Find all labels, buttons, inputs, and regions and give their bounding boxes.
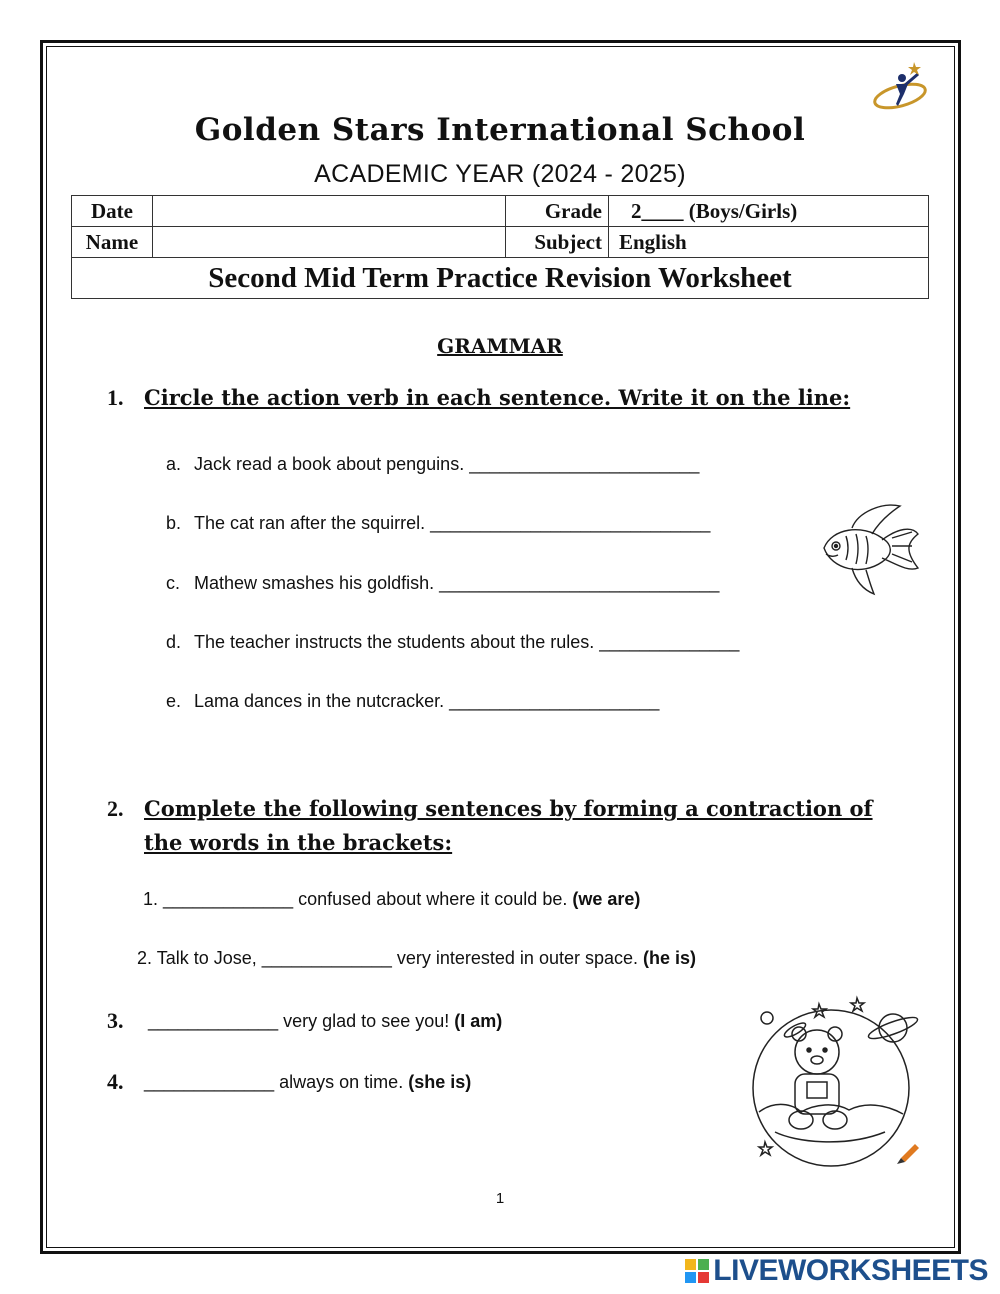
list-item [166,691,659,712]
question-1-number: 1. [107,385,124,410]
question-2-instruction-line1: Complete the following sentences by forming a contraction of [144,796,873,821]
worksheet-title: Second Mid Term Practice Revision Worksheet [72,258,929,299]
list-item [143,889,640,910]
list-item [137,948,696,969]
item-hint: (he is) [643,948,697,968]
question-4-hint: (she is) [408,1072,472,1092]
watermark-text: LIVEWORKSHEETS [713,1254,988,1287]
question-4-text-row [144,1072,471,1093]
question-3-hint: (I am) [454,1011,503,1031]
item-letter: b. [166,513,182,533]
question-4-text: _____________ always on time. [144,1072,404,1092]
question-3-text: _____________ very glad to see you! [148,1011,450,1031]
question-2-instruction-line2: the words in the brackets: [144,830,453,855]
date-label: Date [72,196,153,227]
goldfish-icon [812,498,924,604]
list-item [166,632,739,653]
school-logo-icon [868,58,934,118]
question-3-text-row [148,1011,502,1032]
item-text: 2. Talk to Jose, _____________ very interested in outer space. [137,948,639,968]
academic-year: ACADEMIC YEAR (2024 - 2025) [314,160,686,188]
name-field[interactable] [153,227,506,258]
item-letter: c. [166,573,181,593]
student-info-table [71,195,929,299]
item-letter: e. [166,691,182,711]
name-label: Name [72,227,153,258]
page-number: 1 [495,1190,505,1207]
astronaut-bear-icon [745,992,925,1174]
list-item [166,513,710,534]
date-field[interactable] [153,196,506,227]
school-name: Golden Stars International School [194,112,806,148]
subject-value: English [609,227,929,258]
item-text: The cat ran after the squirrel. ____________________________ [194,513,711,533]
item-letter: a. [166,454,182,474]
item-text: The teacher instructs the students about the rules. ______________ [194,632,740,652]
list-item [166,573,719,594]
liveworksheets-logo [685,1254,988,1288]
section-title: GRAMMAR [437,334,563,358]
subject-label: Subject [506,227,609,258]
item-text: Mathew smashes his goldfish. ____________________________ [194,573,720,593]
question-4-number: 4. [107,1069,124,1094]
item-letter: d. [166,632,182,652]
item-hint: (we are) [572,889,641,909]
liveworksheets-blocks-icon [685,1259,709,1283]
item-text: Lama dances in the nutcracker. _____________________ [194,691,660,711]
item-text: 1. _____________ confused about where it could be. [143,889,568,909]
question-2-number: 2. [107,796,124,821]
grade-label: Grade [506,196,609,227]
question-1-instruction: Circle the action verb in each sentence. Write it on the line: [144,385,851,410]
question-3-number: 3. [107,1008,124,1033]
grade-field[interactable]: 2____ (Boys/Girls) [609,196,929,227]
list-item [166,454,699,475]
item-text: Jack read a book about penguins. _______________________ [194,454,700,474]
